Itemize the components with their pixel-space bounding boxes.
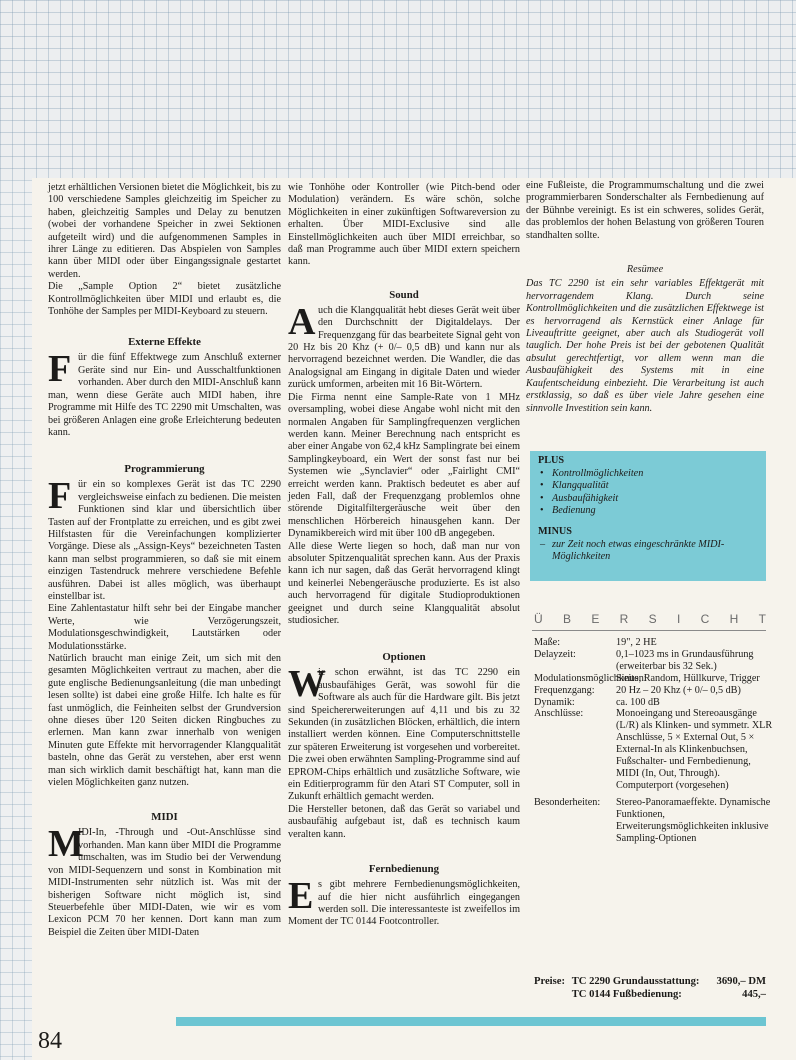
paragraph: W ie schon erwähnt, ist das TC 2290 ein ausbaufähiges Gerät, was sowohl für die Software als auch für die Hardware gilt. Bis jetzt sind Speichererweiterungen auf 4,11 und bis zu 32 Sekunden (in zusätzlichen Blöcken, erhältlich, die intern installiert werden können. Eine Computerschnittstelle zur späteren Erweiterung ist vorgesehen und vorbereitet. Die zwei oben erwähnten Sampling-Programme sind auf EPROM-Chips erhältlich und zusätzliche Software, wie ein Editierprogramm für den Atari ST Computer, soll in Zukunft erhältlich gemacht werden.	[288, 663, 520, 803]
paragraph: Die Firma nennt eine Sample-Rate von 1 MHz oversampling, wobei diese Angabe wohl nicht mit den normalen Angaben für Samplingfrequenzen verglichen werden kann. Meiner Berechnung nach entspricht es aber einer Angabe von 62,4 kHz Samplingrate bei einem Samplingkeyboard, ein Wert der sonst fast nur bei Systemen wie „Synclavier“ oder „Fairlight CMI“ erreicht werden kann. Praktisch bedeutet es aber auf jeden Fall, daß der Frequenzgang problemlos ohne störende Digitalfiltergeräusche weit über den menschlichen Hörbereich hinausgehen kann. Der Dynamikbereich wird mit über 100 dB angegeben.	[288, 391, 520, 540]
plus-minus-box	[530, 451, 766, 581]
heading-resumee: Resümee	[626, 264, 664, 276]
drop-cap: W	[288, 663, 326, 706]
column-3	[526, 180, 764, 415]
plus-item: • Klangqualität	[538, 480, 766, 493]
heading-externe-effekte: Externe Effekte	[128, 336, 201, 349]
minus-list	[530, 539, 766, 564]
price-row: TC 0144 Fußbedienung: 445,–	[571, 989, 766, 1000]
paragraph: Die Hersteller betonen, daß das Gerät so variabel und ausbaufähig aufgebaut ist, daß es technisch kaum veralten kann.	[288, 803, 520, 840]
price-list	[534, 975, 766, 1001]
heading-midi: MIDI	[151, 811, 178, 824]
plus-item: • Bedienung	[538, 505, 766, 518]
drop-cap: E	[288, 875, 314, 918]
paragraph: Es gibt mehrere Fernbedienungsmöglichkeiten, auf die hier nicht ausführlich eingegangen werden soll. Die interessanteste ist zweifellos im Moment der TC 0144 Footcontroller.	[288, 875, 520, 928]
overview-row: Anschlüsse: Monoeingang und Stereoausgänge (L/R) als Klinken- und symmetr. XLR Anschlüsse, 5 × External Out, 5 × External-In als Klinkenbuchsen, Fußschalter- und Fernbedienung, MIDI (In, Out, Through). Computerport (vorgesehen)	[534, 708, 773, 791]
drop-cap: M	[48, 823, 84, 866]
paragraph: jetzt erhältlichen Versionen bietet die Möglichkeit, bis zu 100 verschiedene Samples gleichzeitig im Speicher zu haben, gleichzeitig Samples und Delay zu benutzen (wobei der vorhandene Speicher in zwei Sektionen aufgeteilt wird) und die aufgenommenen Samples in ihrer Länge zu editieren. Das Abspielen von Samples kann über MIDI oder über Eingangssignale gestartet werden.	[48, 182, 281, 280]
overview-table	[534, 637, 774, 844]
paragraph: M IDI-In, -Through und -Out-Anschlüsse sind vorhanden. Man kann über MIDI die Programme umschalten, was im Studio bei der Verwendung von MIDI-Sequenzern und sonst in Kombination mit MIDI-Instrumenten sehr nützlich ist. Was mit der bisherigen Software nicht möglich ist, sind Steuerbefehle über MIDI-Daten, wie wir es vom Lexicon PCM 70 her kennen. Dort kann man zum Beispiel die Zeiten über MIDI-Daten	[48, 823, 281, 938]
heading-fernbedienung: Fernbedienung	[368, 863, 440, 876]
overview-row: Besonderheiten: Stereo-Panoramaeffekte. Dynamische Funktionen, Erweiterungsmöglichkeiten inklusive Sampling-Optionen	[534, 796, 771, 844]
plus-item: • Ausbaufähigkeit	[538, 493, 766, 506]
price-row: Preise: TC 2290 Grundausstattung: 3690,– DM	[534, 976, 766, 987]
paragraph: Auch die Klangqualität hebt dieses Gerät weit über den Durchschnitt der Digitaldelays. Der Frequenzgang für das bearbeitete Signal geht von 20 Hz bis 20 Khz (+ 0/– 0,5 dB) und kann nur als hervorragend bezeichnet werden. Die Wandler, die das Analogsignal am Eingang in digitale Daten und wieder zurück umformen, arbeiten mit 16 Bit-Wörtern.	[288, 300, 520, 391]
paragraph: wie Tonhöhe oder Kontroller (wie Pitch-bend oder Modulation) verändern. Es wäre schön, solche Möglichkeiten in einer zukünftigen Softwareversion zu erhalten. Über MIDI-Exclusive sind alle Einstellmöglichkeiten auch über MIDI erreichbar, so daß man Programme auch über MIDI extern speichern kann.	[288, 182, 520, 268]
resumee-text: Das TC 2290 ist ein sehr variables Effektgerät mit hervorragendem Klang. Durch seine Kontrollmöglichkeiten und die zusätzlichen Effektwege ist es hervorragend als Kernstück einer Anlage für Liveauftritte geeignet, aber auch als Studiogerät voll tauglich. Der hohe Preis ist bei der gebotenen Qualität absulut gerechtfertigt, vor allem wenn man die Ausbaufähigkeit des Systems mit in eine Kaufentscheidung einbezieht. Die Verarbeitung ist auch erstklassig, so daß es über viele Jahre gesehen eine sinnvolle Investition sein kann.	[526, 278, 764, 414]
page-number: 84	[38, 1028, 62, 1054]
paragraph: Eine Zahlentastatur hilft sehr bei der Eingabe mancher Werte, wie Verzögerungszeit, Modulationsgeschwindigkeit, Lautstärken oder Modulationsstärke.	[48, 603, 281, 652]
minus-label: MINUS	[538, 525, 572, 537]
plus-label: PLUS	[538, 455, 565, 466]
graph-paper-background	[0, 0, 796, 180]
drop-cap: A	[288, 300, 316, 343]
drop-cap: F	[48, 475, 72, 518]
plus-item: • Kontrollmöglichkeiten	[538, 468, 766, 481]
paragraph: Die „Sample Option 2“ bietet zusätzliche Kontrollmöglichkeiten über MIDI und erlaubt es, die Tonhöhe der Samples per MIDI-Keyboard zu steuern.	[48, 281, 281, 318]
overview-row: Dynamik: ca. 100 dB	[534, 696, 660, 708]
overview-title: Ü B E R S I C H T	[534, 612, 766, 626]
paragraph: Alle diese Werte liegen so hoch, daß man nur von absoluter Spitzenqualität sprechen kann. Aus der Praxis kann ich nur sagen, daß das Gerät hervorragend klingt und keinerlei Nebengeräusche produzierte. Es ist also auch hervorragend für digitale Studioproduktionen geeignet und durch seine Klangqualität absolut studiosicher.	[288, 540, 520, 626]
overview-row: Maße: 19", 2 HE	[534, 637, 657, 648]
overview-row: Frequenzgang: 20 Hz – 20 Khz (+ 0/– 0,5 dB)	[534, 684, 741, 696]
plus-list	[530, 468, 766, 518]
drop-cap: F	[48, 348, 72, 391]
heading-sound: Sound	[389, 288, 419, 301]
minus-item: – zur Zeit noch etwas eingeschränkte MIDI-Möglichkeiten	[538, 539, 766, 564]
heading-optionen: Optionen	[382, 651, 426, 664]
graph-paper-margin	[0, 180, 32, 1060]
paragraph: eine Fußleiste, die Programmumschaltung und die zwei programmierbaren Sonderschalter als Fernbedienung auf der Bühnbe vereinigt. Es ist ein schweres, solides Gerät, das problemlos der hohen Belastung von größeren Touren standhalten sollte.	[526, 180, 764, 241]
paragraph: Für ein so komplexes Gerät ist das TC 2290 vergleichsweise einfach zu bedienen. Die meisten Funktionen sind klar und übersichtlich über Tasten auf der Frontplatte zu erreichen, und es gibt zwei Hilfstasten für die Vereinfachungen komplizierter Vorgänge. Diese als „Assign-Keys“ bezeichneten Tasten kann man selbst programmieren, so daß sie mit einem einzigen Tastendruck mehrere verschiedene Befehle ausführen. Dabei ist alles möglich, was überhaupt einstellbar ist.	[48, 475, 281, 602]
divider	[532, 630, 766, 631]
heading-programmierung: Programmierung	[124, 463, 205, 476]
paragraph: Natürlich braucht man einige Zeit, um sich mit den gesamten Möglichkeiten vertraut zu machen, aber die gute englische Bedienungsanleitung (die man unbedingt lesen sollte) ist dabei eine große Hilfe. Ich halte es für fast unmöglich, die Feinheiten selbst der Grundversion ohne dieses über 120 Seiten dicken Ringbuches zu erlernen. Man kann zwar innerhalb von wenigen Minuten gute Effekte mit hervorragender Klangqualität basteln, ohne das Gerät zu verstehen, aber erst wenn man sich wirklich damit beschäftigt hat, kann man die vielen Möglichkeiten ganz nutzen.	[48, 653, 281, 789]
overview-row: Delayzeit: 0,1–1023 ms in Grundausführung (erweiterbar bis 32 Sek.)	[534, 648, 754, 672]
column-1	[48, 182, 281, 939]
overview-row: Modulationsmöglichkeiten: Sinus, Random, Hüllkurve, Trigger	[534, 672, 760, 684]
paragraph: Für die fünf Effektwege zum Anschluß externer Geräte sind nur Ein- und Ausschaltfunktionen vorhanden. Aber durch den MIDI-Anschluß kann man, wenn diese Geräte auch MIDI haben, ihre Programme mit Hilfe des TC 2290 mit Umschalten, was bei größeren Anlagen eine große Erleichterung bedeuten kann.	[48, 348, 281, 438]
column-2	[288, 182, 520, 929]
accent-bar	[176, 1017, 766, 1026]
